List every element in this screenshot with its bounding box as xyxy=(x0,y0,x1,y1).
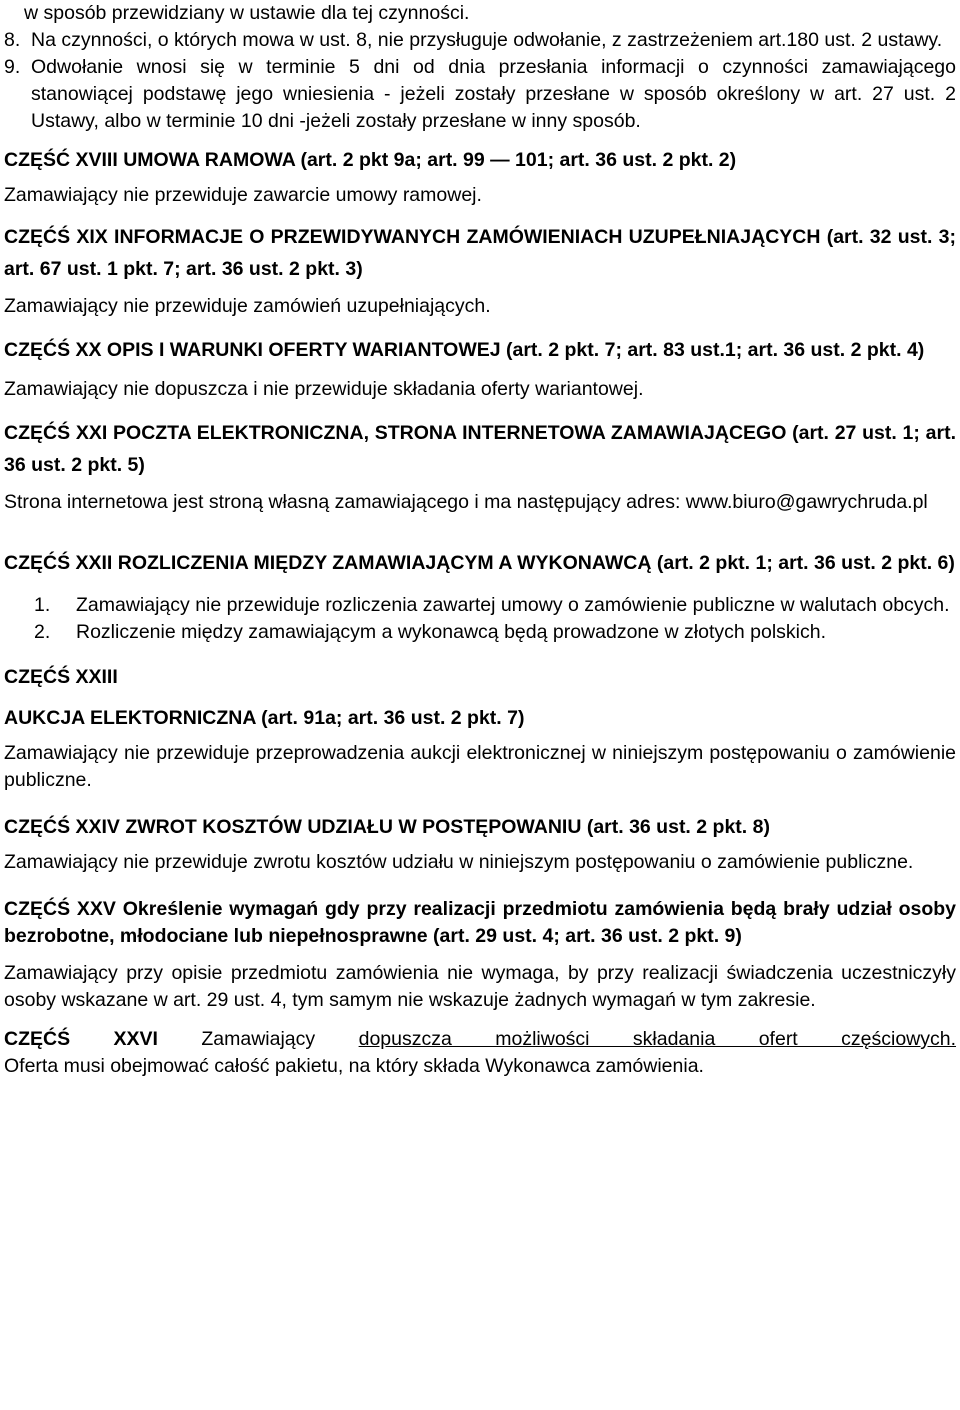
list-number: 1. xyxy=(34,594,51,616)
section-xxvi-lead: Zamawiający xyxy=(201,1028,316,1050)
section-xxiii-subheading: AUKCJA ELEKTORNICZNA (art. 91a; art. 36 ust. 2 pkt. 7) xyxy=(4,707,525,729)
list-text: Zamawiający nie przewiduje rozliczenia zawartej umowy o zamówienie publiczne w walutach obcych. xyxy=(76,594,950,616)
list-text: Na czynności, o których mowa w ust. 8, nie przysługuje odwołanie, z zastrzeżeniem art.180 ust. 2 ustawy. xyxy=(31,29,943,51)
section-xxvi-underlined: dopuszcza możliwości składania ofert częściowych. xyxy=(358,1028,957,1050)
list-item xyxy=(4,619,956,646)
section-xxiii-heading: CZĘĆŚ XXIII xyxy=(4,666,118,688)
section-xxvi-body: Oferta musi obejmować całość pakietu, na który składa Wykonawca zamówienia. xyxy=(4,1055,704,1077)
list-number: 9. xyxy=(4,56,21,78)
section-xxiv-heading: CZĘĆŚ XXIV ZWROT KOSZTÓW UDZIAŁU W POSTĘPOWANIU (art. 36 ust. 2 pkt. 8) xyxy=(4,816,770,838)
list-item-8 xyxy=(4,27,956,54)
section-xxi-body: Strona internetowa jest stroną własną zamawiającego i ma następujący adres: www.biuro@gawrychruda.pl xyxy=(4,491,928,513)
section-xxvi-label: CZĘĆŚ XXVI xyxy=(4,1028,158,1050)
continuation-line: w sposób przewidziany w ustawie dla tej czynności. xyxy=(24,2,470,24)
section-xxi-heading: CZĘĆŚ XXI POCZTA ELEKTRONICZNA, STRONA INTERNETOWA ZAMAWIAJĄCEGO (art. 27 ust. 1; art. 36 ust. 2 pkt. 5) xyxy=(4,422,956,476)
section-xxii-list xyxy=(4,592,956,646)
section-xviii-body: Zamawiający nie przewiduje zawarcie umowy ramowej. xyxy=(4,184,482,206)
list-text: Rozliczenie między zamawiającym a wykonawcą będą prowadzone w złotych polskich. xyxy=(76,621,826,643)
section-xx-heading: CZĘĆŚ XX OPIS I WARUNKI OFERTY WARIANTOWEJ (art. 2 pkt. 7; art. 83 ust.1; art. 36 ust. 2 pkt. 4) xyxy=(4,339,925,361)
section-xx-body: Zamawiający nie dopuszcza i nie przewiduje składania oferty wariantowej. xyxy=(4,378,644,400)
section-xxii-heading: CZĘĆŚ XXII ROZLICZENIA MIĘDZY ZAMAWIAJĄCYM A WYKONAWCĄ (art. 2 pkt. 1; art. 36 ust. 2 pkt. 6) xyxy=(4,552,955,574)
list-number: 8. xyxy=(4,29,21,51)
list-item xyxy=(4,592,956,619)
section-xxvi-line xyxy=(4,1026,956,1053)
section-xxiv-body: Zamawiający nie przewiduje zwrotu kosztów udziału w niniejszym postępowaniu o zamówienie publiczne. xyxy=(4,851,914,873)
list-number: 2. xyxy=(34,621,51,643)
list-text: Odwołanie wnosi się w terminie 5 dni od dnia przesłania informacji o czynności zamawiającego stanowiącej podstawę jego wniesienia - jeżeli zostały przesłane w sposób określony w art. 27 ust. 2 Ustawy, albo w terminie 10 dni -jeżeli zostały przesłane w inny sposób. xyxy=(31,56,956,132)
section-xxiii-body: Zamawiający nie przewiduje przeprowadzenia aukcji elektronicznej w niniejszym postępowaniu o zamówienie publiczne. xyxy=(4,742,956,791)
list-item-9 xyxy=(4,54,956,135)
section-xix-heading: CZĘĆŚ XIX INFORMACJE O PRZEWIDYWANYCH ZAMÓWIENIACH UZUPEŁNIAJĄCYCH (art. 32 ust. 3; art. 67 ust. 1 pkt. 7; art. 36 ust. 2 pkt. 3) xyxy=(4,226,956,280)
section-xxv-body: Zamawiający przy opisie przedmiotu zamówienia nie wymaga, by przy realizacji świadczenia uczestniczyły osoby wskazane w art. 29 ust. 4, tym samym nie wskazuje żadnych wymagań w tym zakresie. xyxy=(4,962,956,1011)
section-xix-body: Zamawiający nie przewiduje zamówień uzupełniających. xyxy=(4,295,491,317)
section-xxv-heading: CZĘĆŚ XXV Określenie wymagań gdy przy realizacji przedmiotu zamówienia będą brały udział osoby bezrobotne, młodociane lub niepełnosprawne (art. 29 ust. 4; art. 36 ust. 2 pkt. 9) xyxy=(4,898,956,947)
section-xviii-heading: CZĘŚĆ XVIII UMOWA RAMOWA (art. 2 pkt 9a; art. 99 — 101; art. 36 ust. 2 pkt. 2) xyxy=(4,149,737,171)
